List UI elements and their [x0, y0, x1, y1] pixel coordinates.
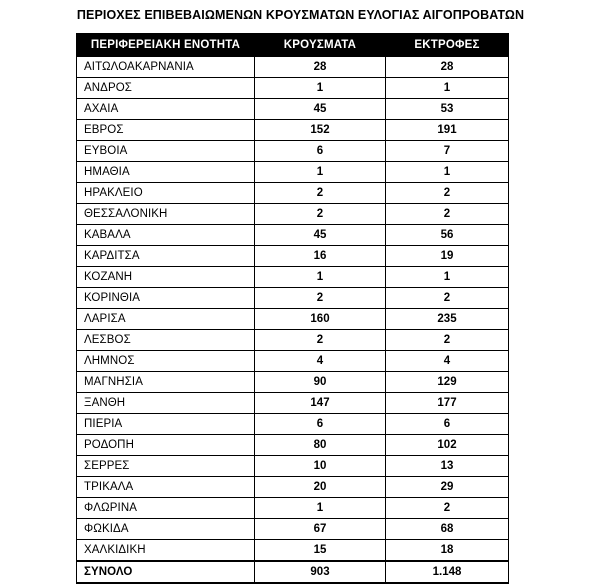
cell-region: ΑΧΑΙΑ	[77, 99, 255, 120]
cell-region: ΗΜΑΘΙΑ	[77, 162, 255, 183]
cell-farms: 13	[386, 456, 509, 477]
cell-region: ΚΑΡΔΙΤΣΑ	[77, 246, 255, 267]
cell-farms: 1	[386, 267, 509, 288]
cell-farms: 2	[386, 330, 509, 351]
table-total-row	[77, 561, 509, 583]
table-row	[77, 99, 509, 120]
cell-cases: 6	[255, 414, 386, 435]
cell-farms: 7	[386, 141, 509, 162]
cell-region: ΞΑΝΘΗ	[77, 393, 255, 414]
cell-cases: 45	[255, 99, 386, 120]
table-container	[76, 33, 508, 584]
cell-region: ΚΟΡΙΝΘΙΑ	[77, 288, 255, 309]
cell-cases: 152	[255, 120, 386, 141]
table-row	[77, 183, 509, 204]
cell-cases: 1	[255, 267, 386, 288]
cell-region: ΕΥΒΟΙΑ	[77, 141, 255, 162]
cell-farms: 177	[386, 393, 509, 414]
cell-farms: 19	[386, 246, 509, 267]
total-label: ΣΥΝΟΛΟ	[77, 561, 255, 583]
column-header-region: ΠΕΡΙΦΕΡΕΙΑΚΗ ΕΝΟΤΗΤΑ	[77, 34, 255, 57]
cell-cases: 6	[255, 141, 386, 162]
cell-region: ΚΟΖΑΝΗ	[77, 267, 255, 288]
cell-farms: 4	[386, 351, 509, 372]
total-farms: 1.148	[386, 561, 509, 583]
cell-cases: 2	[255, 204, 386, 225]
table-header	[77, 34, 509, 57]
cell-cases: 2	[255, 183, 386, 204]
cell-farms: 1	[386, 162, 509, 183]
column-header-cases: ΚΡΟΥΣΜΑΤΑ	[255, 34, 386, 57]
cell-cases: 67	[255, 519, 386, 540]
table-row	[77, 435, 509, 456]
cell-region: ΕΒΡΟΣ	[77, 120, 255, 141]
cell-cases: 28	[255, 57, 386, 78]
cell-region: ΦΛΩΡΙΝΑ	[77, 498, 255, 519]
table-row	[77, 57, 509, 78]
cell-farms: 18	[386, 540, 509, 562]
table-row	[77, 498, 509, 519]
cell-cases: 80	[255, 435, 386, 456]
table-row	[77, 162, 509, 183]
cell-region: ΧΑΛΚΙΔΙΚΗ	[77, 540, 255, 562]
cell-farms: 1	[386, 78, 509, 99]
cell-region: ΗΡΑΚΛΕΙΟ	[77, 183, 255, 204]
table-row	[77, 267, 509, 288]
cell-farms: 53	[386, 99, 509, 120]
cell-region: ΛΑΡΙΣΑ	[77, 309, 255, 330]
table-row	[77, 309, 509, 330]
cell-region: ΤΡΙΚΑΛΑ	[77, 477, 255, 498]
table-row	[77, 120, 509, 141]
cell-cases: 2	[255, 288, 386, 309]
table-row	[77, 288, 509, 309]
cell-region: ΠΙΕΡΙΑ	[77, 414, 255, 435]
table-row	[77, 393, 509, 414]
cell-cases: 90	[255, 372, 386, 393]
table-row	[77, 246, 509, 267]
cell-farms: 2	[386, 498, 509, 519]
cell-cases: 1	[255, 498, 386, 519]
table-row	[77, 519, 509, 540]
cell-region: ΛΕΣΒΟΣ	[77, 330, 255, 351]
cell-cases: 160	[255, 309, 386, 330]
table-row	[77, 456, 509, 477]
cell-region: ΣΕΡΡΕΣ	[77, 456, 255, 477]
cell-farms: 68	[386, 519, 509, 540]
cell-region: ΜΑΓΝΗΣΙΑ	[77, 372, 255, 393]
cell-farms: 129	[386, 372, 509, 393]
cell-cases: 45	[255, 225, 386, 246]
table-row	[77, 78, 509, 99]
cell-cases: 20	[255, 477, 386, 498]
cell-region: ΑΙΤΩΛΟΑΚΑΡΝΑΝΙΑ	[77, 57, 255, 78]
table-row	[77, 141, 509, 162]
confirmed-cases-table	[76, 33, 509, 584]
table-row	[77, 372, 509, 393]
table-row	[77, 477, 509, 498]
cell-farms: 102	[386, 435, 509, 456]
table-row	[77, 204, 509, 225]
cell-farms: 28	[386, 57, 509, 78]
cell-cases: 4	[255, 351, 386, 372]
table-row	[77, 225, 509, 246]
cell-cases: 147	[255, 393, 386, 414]
cell-cases: 15	[255, 540, 386, 562]
cell-region: ΚΑΒΑΛΑ	[77, 225, 255, 246]
cell-farms: 2	[386, 288, 509, 309]
cell-region: ΦΩΚΙΔΑ	[77, 519, 255, 540]
cell-region: ΛΗΜΝΟΣ	[77, 351, 255, 372]
cell-region: ΘΕΣΣΑΛΟΝΙΚΗ	[77, 204, 255, 225]
cell-cases: 1	[255, 162, 386, 183]
cell-cases: 2	[255, 330, 386, 351]
table-row	[77, 540, 509, 562]
total-cases: 903	[255, 561, 386, 583]
page-title: ΠΕΡΙΟΧΕΣ ΕΠΙΒΕΒΑΙΩΜΕΝΩΝ ΚΡΟΥΣΜΑΤΩΝ ΕΥΛΟΓΙΑΣ ΑΙΓΟΠΡΟΒΑΤΩΝ	[76, 8, 525, 22]
table-body	[77, 57, 509, 584]
cell-cases: 10	[255, 456, 386, 477]
cell-farms: 191	[386, 120, 509, 141]
cell-cases: 16	[255, 246, 386, 267]
cell-farms: 56	[386, 225, 509, 246]
cell-cases: 1	[255, 78, 386, 99]
cell-farms: 2	[386, 183, 509, 204]
cell-farms: 2	[386, 204, 509, 225]
cell-farms: 6	[386, 414, 509, 435]
table-row	[77, 330, 509, 351]
cell-farms: 235	[386, 309, 509, 330]
column-header-farms: ΕΚΤΡΟΦΕΣ	[386, 34, 509, 57]
table-row	[77, 414, 509, 435]
cell-region: ΑΝΔΡΟΣ	[77, 78, 255, 99]
table-header-row	[77, 34, 509, 57]
cell-farms: 29	[386, 477, 509, 498]
table-row	[77, 351, 509, 372]
cell-region: ΡΟΔΟΠΗ	[77, 435, 255, 456]
